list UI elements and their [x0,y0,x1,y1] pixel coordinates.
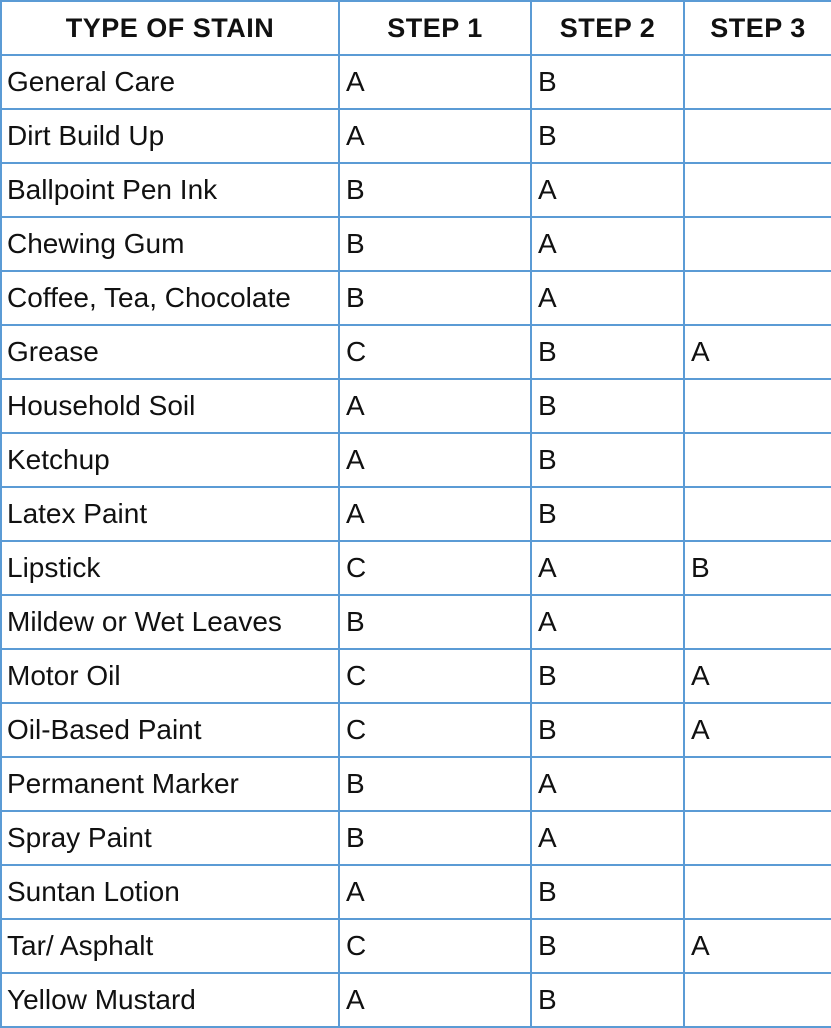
stain-name-cell: Dirt Build Up [1,109,339,163]
step-2-cell: B [531,973,684,1027]
table-row [1,163,831,217]
table-row [1,919,831,973]
header-row [1,1,831,55]
step-3-cell [684,865,831,919]
stain-name-cell: Lipstick [1,541,339,595]
header-step-1: STEP 1 [339,1,531,55]
table-row [1,487,831,541]
step-2-cell: B [531,865,684,919]
table-row [1,649,831,703]
stain-name-cell: Spray Paint [1,811,339,865]
step-3-cell [684,217,831,271]
step-3-cell [684,379,831,433]
table-row [1,379,831,433]
table-row [1,541,831,595]
step-1-cell: B [339,271,531,325]
step-3-cell [684,55,831,109]
step-3-cell [684,271,831,325]
step-2-cell: B [531,55,684,109]
stain-name-cell: Mildew or Wet Leaves [1,595,339,649]
header-step-3: STEP 3 [684,1,831,55]
step-1-cell: B [339,811,531,865]
step-1-cell: B [339,163,531,217]
step-2-cell: A [531,541,684,595]
step-3-cell: A [684,649,831,703]
table-row [1,865,831,919]
header-type-of-stain: TYPE OF STAIN [1,1,339,55]
table-row [1,433,831,487]
header-step-2: STEP 2 [531,1,684,55]
step-1-cell: B [339,757,531,811]
table-row [1,757,831,811]
step-3-cell [684,757,831,811]
table-row [1,595,831,649]
step-2-cell: B [531,919,684,973]
stain-name-cell: Grease [1,325,339,379]
step-1-cell: A [339,379,531,433]
step-2-cell: B [531,433,684,487]
step-1-cell: A [339,865,531,919]
step-2-cell: B [531,109,684,163]
stain-name-cell: Motor Oil [1,649,339,703]
step-2-cell: A [531,811,684,865]
stain-name-cell: Latex Paint [1,487,339,541]
stain-name-cell: Suntan Lotion [1,865,339,919]
step-1-cell: A [339,433,531,487]
table-row [1,55,831,109]
step-1-cell: B [339,595,531,649]
step-3-cell [684,163,831,217]
table-row [1,217,831,271]
table-body [1,55,831,1027]
step-1-cell: A [339,973,531,1027]
step-3-cell: A [684,325,831,379]
table-row [1,703,831,757]
step-1-cell: A [339,487,531,541]
step-3-cell: A [684,703,831,757]
step-2-cell: A [531,163,684,217]
step-2-cell: A [531,757,684,811]
step-2-cell: B [531,487,684,541]
step-3-cell [684,487,831,541]
step-2-cell: A [531,595,684,649]
step-3-cell [684,109,831,163]
stain-name-cell: Chewing Gum [1,217,339,271]
step-1-cell: B [339,217,531,271]
step-2-cell: A [531,271,684,325]
step-2-cell: B [531,325,684,379]
step-1-cell: C [339,649,531,703]
table-row [1,271,831,325]
step-1-cell: C [339,919,531,973]
step-3-cell [684,973,831,1027]
step-1-cell: A [339,109,531,163]
step-1-cell: A [339,55,531,109]
stain-name-cell: Oil-Based Paint [1,703,339,757]
stain-name-cell: Household Soil [1,379,339,433]
stain-name-cell: Ketchup [1,433,339,487]
step-3-cell [684,595,831,649]
step-3-cell: A [684,919,831,973]
step-1-cell: C [339,325,531,379]
step-2-cell: B [531,379,684,433]
table-row [1,811,831,865]
stain-name-cell: Permanent Marker [1,757,339,811]
step-1-cell: C [339,703,531,757]
step-2-cell: B [531,649,684,703]
step-2-cell: A [531,217,684,271]
stain-name-cell: Yellow Mustard [1,973,339,1027]
step-3-cell [684,433,831,487]
step-1-cell: C [339,541,531,595]
table-row [1,973,831,1027]
stain-name-cell: General Care [1,55,339,109]
step-2-cell: B [531,703,684,757]
step-3-cell: B [684,541,831,595]
stain-name-cell: Coffee, Tea, Chocolate [1,271,339,325]
stain-name-cell: Tar/ Asphalt [1,919,339,973]
table-row [1,109,831,163]
stain-name-cell: Ballpoint Pen Ink [1,163,339,217]
table-row [1,325,831,379]
step-3-cell [684,811,831,865]
